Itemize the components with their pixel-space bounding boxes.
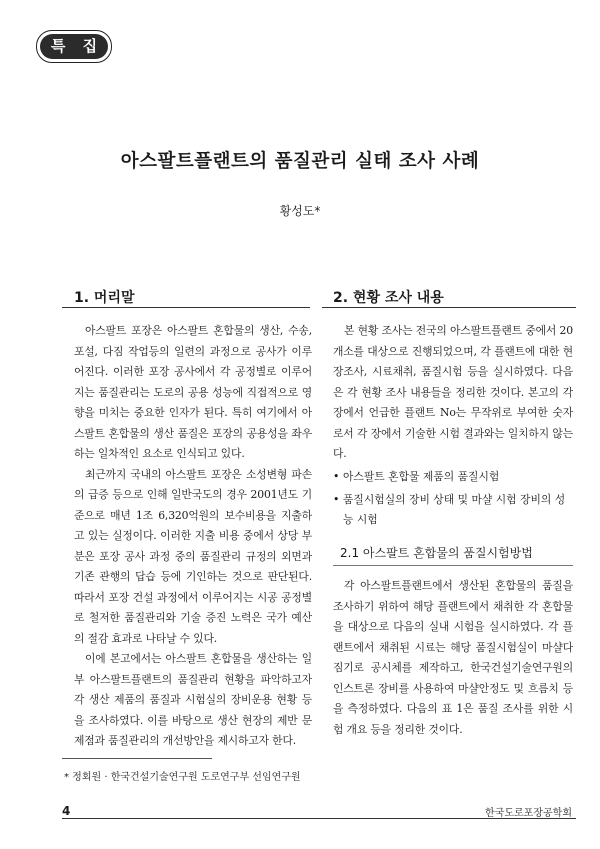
list-item-text: 아스팔트 혼합물 제품의 품질시험	[343, 470, 500, 483]
section-rule-right	[322, 307, 576, 308]
paragraph: 아스팔트 포장은 아스팔트 혼합물의 생산, 수송, 포설, 다짐 작업등의 일련의 과정으로 공사가 이루어진다. 이러한 포장 공사에서 각 공정별로 이루어지는 품질관리는 도로의 공용 성능에 직접적으로 영향을 미치는 중요한 인자가 된다. 특히 여기에서 아스팔트 혼합물의 생산 품질은 포장의 공용성을 좌우하는 일차적인 요소로 인식되고 있다.	[74, 324, 312, 460]
survey-intro	[333, 321, 573, 465]
article-author: 황성도*	[279, 204, 321, 218]
list-item	[333, 490, 573, 531]
subsection-rule	[333, 565, 573, 566]
introduction-body	[74, 321, 312, 752]
journal-name: 한국도로포장공학회	[485, 808, 572, 819]
section-tag-label: 특 집	[40, 34, 108, 59]
list-item-text: 품질시험실의 장비 상태 및 마샬 시험 장비의 성능 시험	[343, 492, 566, 526]
footnote-rule	[62, 758, 212, 759]
section-heading-survey: 2. 현황 조사 내용	[333, 290, 444, 306]
list-item	[333, 467, 573, 488]
paragraph: 최근까지 국내의 아스팔트 포장은 소성변형 파손의 급증 등으로 인해 일반국도의 경우 2001년도 기준으로 매년 1조 6,320억원의 보수비용을 지출하고 있는 실정이다. 이러한 지출 비용 중에서 상당 부분은 포장 공사 과정 중의 품질관리 규정의 외면과 기존 관행의 답습 등에 기인하는 것으로 판단된다. 따라서 포장 건설 과정에서 이루어지는 시공 공정별로 철저한 품질관리와 기술 증진 노력은 국가 예산의 절감 효과로 나타날 수 있다.	[74, 467, 312, 645]
section-heading-introduction: 1. 머리말	[74, 290, 135, 306]
bullet-icon: •	[333, 492, 340, 506]
author-footnote: * 정회원 · 한국건설기술연구원 도로연구부 선임연구원	[64, 772, 301, 783]
page-number: 4	[62, 804, 71, 818]
bullet-icon: •	[333, 470, 340, 483]
subsection-heading: 2.1 아스팔트 혼합물의 품질시험방법	[340, 546, 533, 560]
section-rule-left	[62, 307, 310, 308]
subsection-body	[333, 576, 573, 740]
paragraph: 각 아스팔트플랜트에서 생산된 혼합물의 품질을 조사하기 위하여 해당 플랜트에서 채취한 각 혼합물을 대상으로 다음의 실내 시험을 실시하였다. 각 플랜트에서 채취된 시료는 해당 품질시험실이 마샬다짐기로 공시체를 제작하고, 한국건설기술연구원의 인스트론 장비를 사용하여 마샬안정도 및 흐름치 등을 측정하였다. 다음의 표 1은 품질 조사를 위한 시험 개요 등을 정리한 것이다.	[333, 579, 573, 736]
footer-rule	[62, 818, 576, 819]
paragraph: 본 현황 조사는 전국의 아스팔트플랜트 중에서 20개소를 대상으로 진행되었으며, 각 플랜트에 대한 현장조사, 시료채취, 품질시험 등을 실시하였다. 다음은 각 현황 조사 내용들을 정리한 것이다. 본고의 각 장에서 언급한 플랜트 No는 무작위로 부여한 숫자로서 각 장에서 기술한 시험 결과와는 일치하지 않는다.	[333, 324, 573, 460]
survey-bullet-list	[333, 467, 573, 533]
section-tag	[36, 30, 112, 63]
paragraph: 이에 본고에서는 아스팔트 혼합물을 생산하는 일부 아스팔트플랜트의 품질관리 현황을 파악하고자 각 생산 제품의 품질과 시험실의 장비운용 현황 등을 조사하였다. 이를 바탕으로 생산 현장의 제반 문제점과 품질관리의 개선방안을 제시하고자 한다.	[74, 652, 312, 747]
article-title: 아스팔트플랜트의 품질관리 실태 조사 사례	[120, 151, 480, 172]
